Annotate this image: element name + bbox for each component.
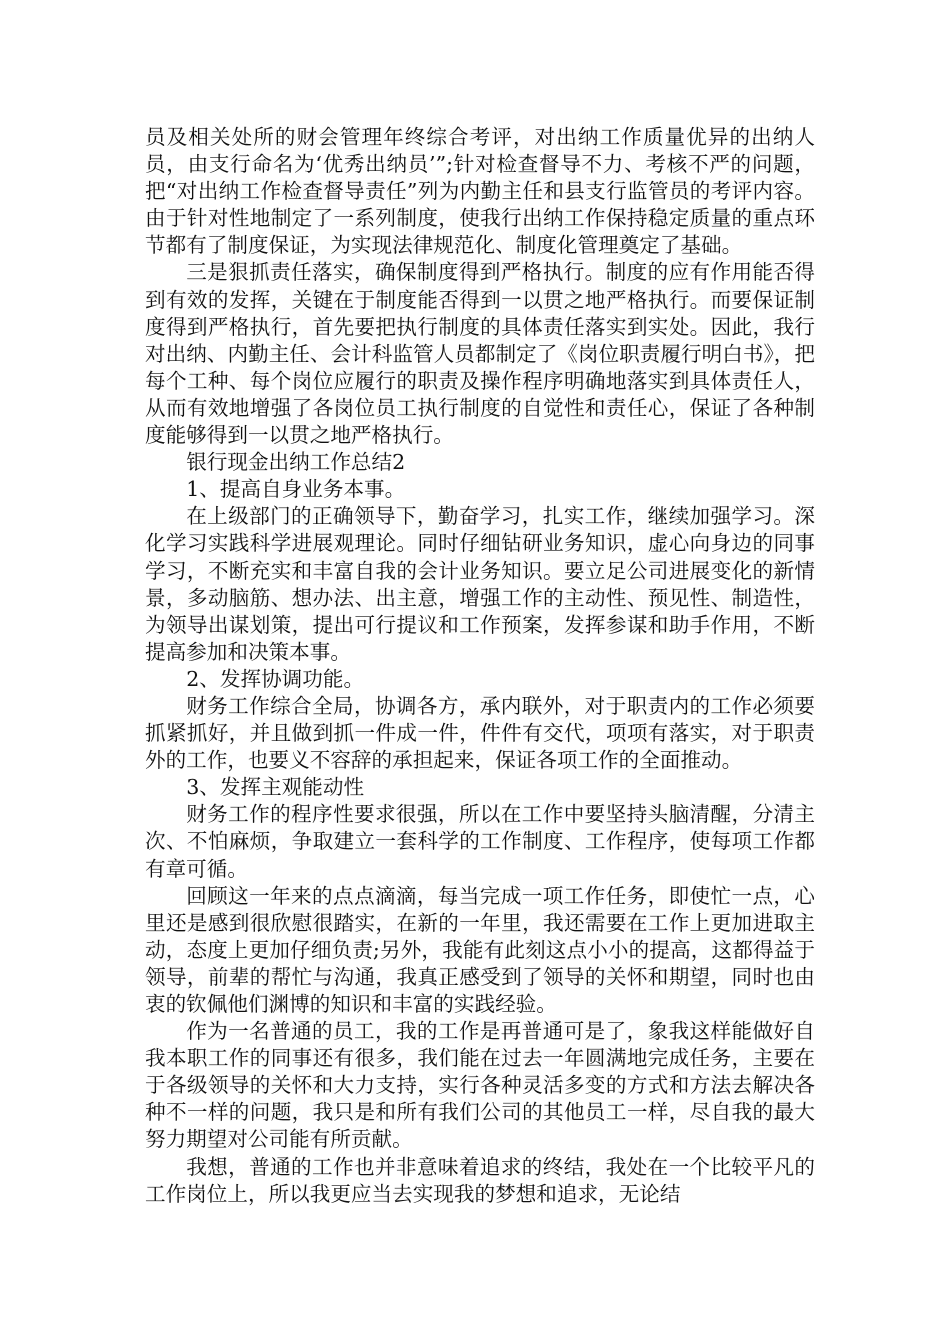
document-body (145, 124, 815, 1208)
paragraph-skills: 在上级部门的正确领导下，勤奋学习，扎实工作，继续加强学习。深化学习实践科学进展观理论。同时仔细钻研业务知识，虚心向身边的同事学习，不断充实和丰富自我的会计业务知识。要立足公司进展变化的新情景，多动脑筋、想办法、出主意，增强工作的主动性、预见性、制造性，为领导出谋划策，提出可行提议和工作预案，发挥参谋和助手作用，不断提高参加和决策本事。 (145, 504, 815, 664)
section-title: 银行现金出纳工作总结2 (186, 450, 406, 475)
paragraph-pursuit: 我想，普通的工作也并非意味着追求的终结，我处在一个比较平凡的工作岗位上，所以我更应当去实现我的梦想和追求，无论结 (145, 1154, 815, 1206)
subheading-2: 2、发挥协调功能。 (186, 666, 365, 691)
paragraph-initiative: 财务工作的程序性要求很强，所以在工作中要坚持头脑清醒，分清主次、不怕麻烦，争取建立一套科学的工作制度、工作程序，使每项工作都有章可循。 (145, 802, 815, 881)
paragraph-coordination: 财务工作综合全局，协调各方，承内联外，对于职责内的工作必须要抓紧抓好，并且做到抓一件成一件，件件有交代，项项有落实，对于职责外的工作，也要义不容辞的承担起来，保证各项工作的全面推动。 (145, 693, 815, 773)
paragraph-review: 回顾这一年来的点点滴滴，每当完成一项工作任务，即使忙一点，心里还是感到很欣慰很踏实，在新的一年里，我还需要在工作上更加进取主动，态度上更加仔细负责;另外，我能有此刻这点小小的提高，这都得益于领导，前辈的帮忙与沟通，我真正感受到了领导的关怀和期望，同时也由衷的钦佩他们渊博的知识和丰富的实践经验。 (145, 883, 815, 1016)
subheading-3: 3、发挥主观能动性 (186, 775, 365, 800)
paragraph-responsibility: 三是狠抓责任落实，确保制度得到严格执行。制度的应有作用能否得到有效的发挥，关键在于制度能否得到一以贯之地严格执行。而要保证制度得到严格执行，首先要把执行制度的具体责任落实到实处。因此，我行对出纳、内勤主任、会计科监管人员都制定了《岗位职责履行明白书》，把每个工种、每个岗位应履行的职责及操作程序明确地落实到具体责任人，从而有效地增强了各岗位员工执行制度的自觉性和责任心，保证了各种制度能够得到一以贯之地严格执行。 (145, 260, 815, 448)
paragraph-continued: 员及相关处所的财会管理年终综合考评，对出纳工作质量优异的出纳人员，由支行命名为‘优秀出纳员’”;针对检查督导不力、考核不严的问题，把“对出纳工作检查督导责任”列为内勤主任和县支行监管员的考评内容。由于针对性地制定了一系列制度，使我行出纳工作保持稳定质量的重点环节都有了制度保证，为实现法律规范化、制度化管理奠定了基础。 (145, 125, 815, 258)
paragraph-ordinary-employee: 作为一名普通的员工，我的工作是再普通可是了，象我这样能做好自我本职工作的同事还有很多，我们能在过去一年圆满地完成任务，主要在于各级领导的关怀和大力支持，实行各种灵活多变的方式和方法去解决各种不一样的问题，我只是和所有我们公司的其他员工一样，尽自我的最大努力期望对公司能有所贡献。 (145, 1019, 815, 1152)
subheading-1: 1、提高自身业务本事。 (186, 477, 406, 502)
